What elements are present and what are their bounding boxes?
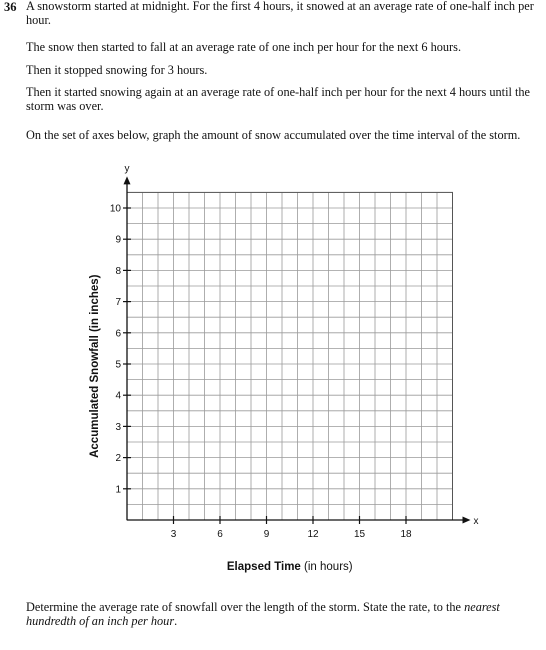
question-paragraph-2: The snow then started to fall at an average rate of one inch per hour for the next 6 hours. [26, 40, 462, 54]
x-axis-title [227, 561, 353, 573]
graph-grid [127, 192, 453, 520]
y-tick-label: 3 [115, 421, 121, 433]
graph-axes [123, 176, 471, 524]
question-paragraph-6-text: Determine the average rate of snowfall over the length of the storm. State the rate, to the [26, 600, 465, 614]
grid-border [127, 192, 453, 520]
y-tick-label: 2 [115, 453, 121, 465]
y-tick-label: 8 [115, 265, 121, 277]
x-axis-arrow-icon [463, 517, 471, 524]
y-axis-letter: y [124, 163, 130, 175]
x-tick-label: 3 [170, 529, 177, 540]
question-paragraph-6-emphasis: nearest hundredth of an inch per hour [26, 600, 500, 628]
y-axis-title: Accumulated Snowfall (in inches) [89, 274, 101, 458]
graph-labels [89, 163, 479, 573]
y-tick-label: 10 [109, 203, 121, 215]
y-axis-arrow-icon [124, 176, 131, 184]
x-tick-label: 18 [400, 529, 412, 540]
y-tick-label: 9 [115, 234, 121, 246]
x-tick-label: 9 [263, 529, 270, 540]
y-tick-label: 5 [115, 359, 121, 371]
y-tick-label: 7 [115, 297, 121, 309]
x-tick-label: 15 [353, 529, 366, 540]
question-number: 36 [4, 0, 17, 14]
y-tick-label: 6 [115, 328, 121, 340]
question-paragraph-1: A snowstorm started at midnight. For the first 4 hours, it snowed at an average rate of one-half inch per hour. [26, 0, 534, 27]
y-tick-label: 1 [115, 484, 121, 496]
question-paragraph-5: On the set of axes below, graph the amount of snow accumulated over the time interval of the storm. [26, 128, 521, 142]
question-paragraph-6-end: . [174, 613, 178, 628]
question-paragraph-3: Then it stopped snowing for 3 hours. [26, 63, 208, 77]
x-tick-label: 12 [307, 529, 319, 540]
x-axis-title-unit: (in hours) [304, 561, 353, 573]
question-paragraph-6 [26, 601, 540, 628]
question-paragraph-4: Then it started snowing again at an average rate of one-half inch per hour for the next 4 hours until the storm was over. [26, 85, 530, 113]
y-tick-label: 4 [115, 390, 121, 402]
x-axis-title-main: Elapsed Time [226, 561, 305, 573]
x-tick-label: 6 [217, 529, 223, 540]
x-axis-letter: x [473, 516, 479, 527]
